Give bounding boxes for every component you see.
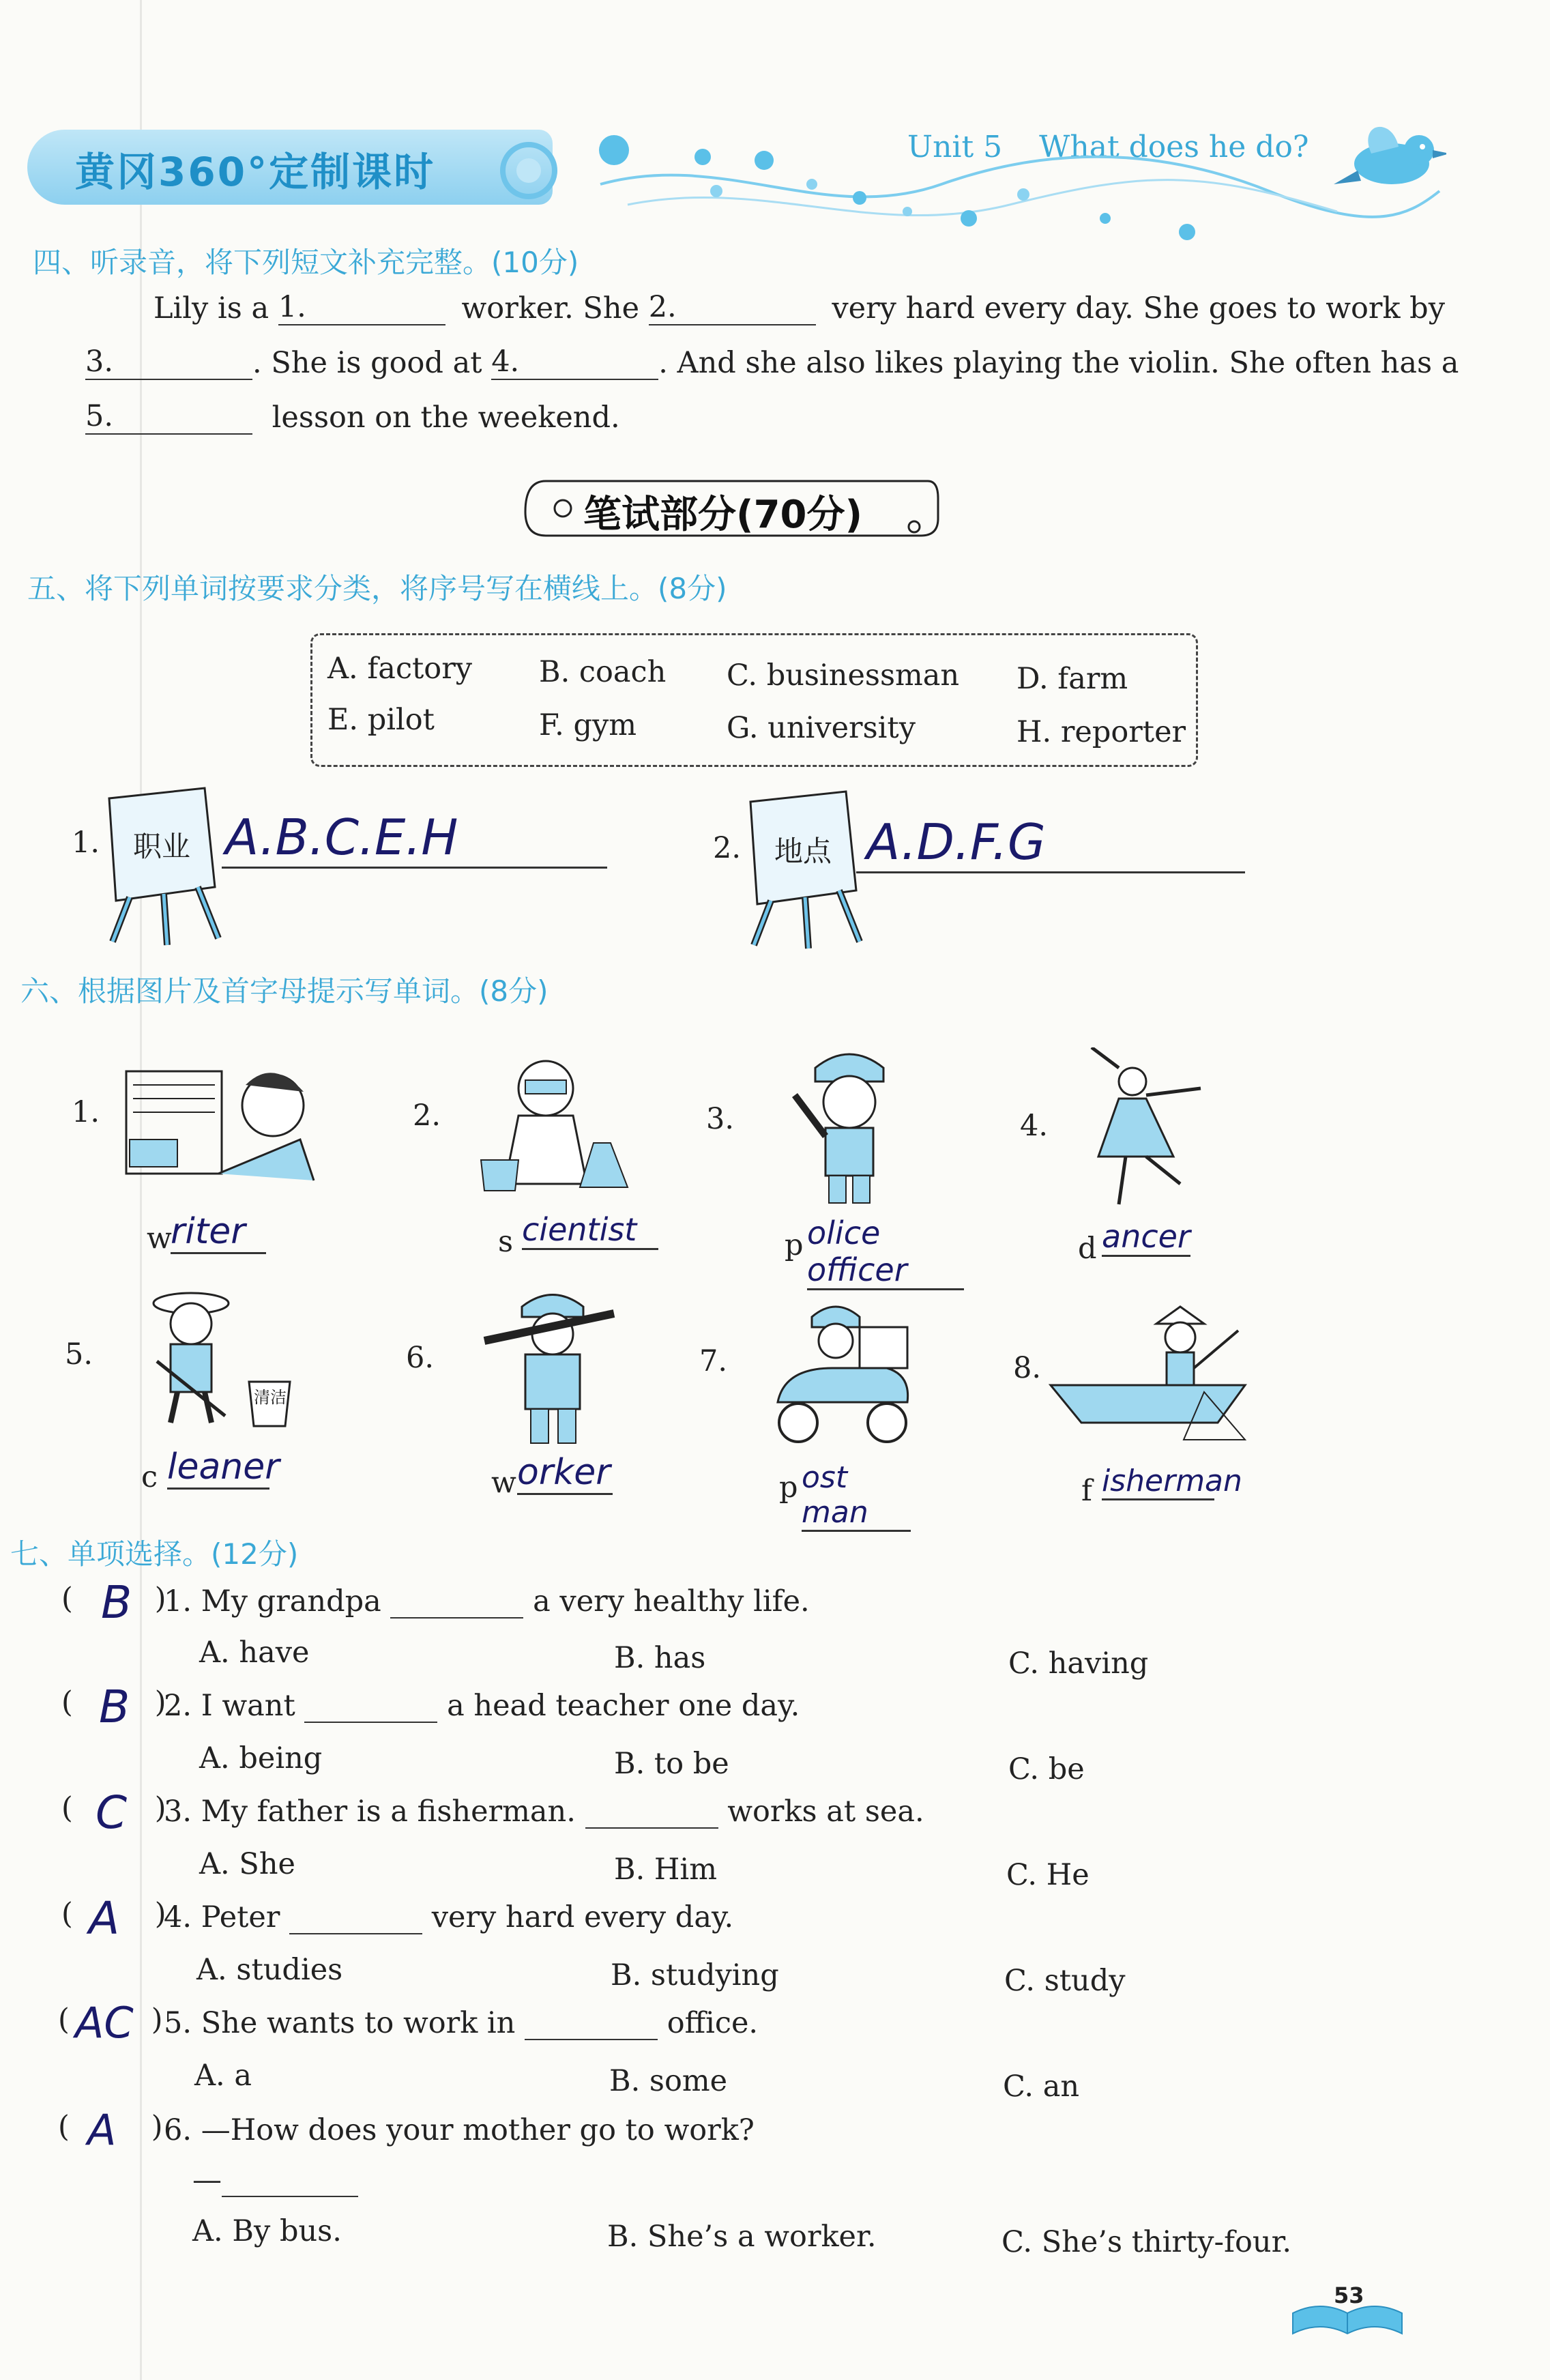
stem-text: 3. My father is a fisherman. (164, 1795, 585, 1829)
option-b[interactable]: B. some (609, 2064, 728, 2098)
first-letter: w (491, 1466, 516, 1500)
handwritten-word: ancer (1102, 1218, 1190, 1257)
item-number: 3. (706, 1102, 735, 1136)
section5-title: 五、将下列单词按要求分类，将序号写在横线上。(8分) (27, 572, 727, 605)
handwritten-choice: A (87, 2105, 117, 2155)
handwritten-choice: B (101, 1576, 132, 1629)
stem-text: 5. She wants to work in (164, 2006, 525, 2040)
option-b[interactable]: B. Him (614, 1853, 717, 1887)
section4-title: 四、听录音，将下列短文补充完整。(10分) (33, 246, 579, 279)
section7-title: 七、单项选择。(12分) (10, 1537, 299, 1571)
dancer-picture-icon (1078, 1047, 1214, 1211)
item-number: 8. (1013, 1351, 1042, 1385)
option-a[interactable]: A. She (199, 1847, 295, 1881)
easel-icon (744, 788, 866, 952)
handwritten-word: leaner (167, 1447, 269, 1490)
question-stem (164, 1900, 733, 1934)
blank-5[interactable] (85, 399, 252, 435)
answer-line (856, 871, 1245, 873)
blank-2[interactable] (649, 290, 816, 325)
option-c[interactable]: C. study (1004, 1964, 1126, 1998)
answer-bracket: ( ) (61, 1685, 166, 1719)
answer-blank[interactable] (222, 2196, 358, 2197)
passage-line-1 (153, 290, 1445, 325)
reply-dash: — (192, 2163, 222, 2197)
option-b[interactable]: B. studying (611, 1958, 779, 1992)
category-label-place: 地点 (774, 835, 832, 868)
answer-bracket: ( ) (58, 2003, 163, 2037)
option-a[interactable]: A. studies (196, 1953, 343, 1987)
page-number: 53 (1334, 2282, 1364, 2308)
blank-number: 5. (85, 399, 114, 433)
answer-blank[interactable] (289, 1933, 422, 1934)
handwritten-choice: B (99, 1681, 130, 1733)
passage-text: . She is good at (252, 346, 492, 380)
easel-icon (102, 785, 225, 948)
banner-swirl-icon (491, 136, 566, 205)
item-number: 1. (72, 1095, 100, 1129)
option-c[interactable]: C. She’s thirty-four. (1001, 2225, 1292, 2259)
worker-picture-icon (478, 1286, 628, 1450)
item-number: 4. (1020, 1109, 1049, 1143)
scientist-picture-icon (478, 1047, 641, 1198)
stem-text: very hard every day. (422, 1900, 734, 1934)
handwritten-word: ost man (802, 1460, 911, 1532)
first-letter: d (1078, 1232, 1097, 1266)
first-letter: w (147, 1221, 172, 1256)
question-stem (164, 1689, 800, 1723)
option-c[interactable]: C. an (1003, 2070, 1080, 2104)
passage-text: lesson on the weekend. (272, 401, 620, 435)
answer-bracket: ( ) (61, 1897, 166, 1931)
blank-1[interactable] (278, 290, 445, 325)
written-part-title: 笔试部分(70分) (583, 493, 863, 537)
first-letter: p (785, 1228, 804, 1262)
passage-line-3 (85, 399, 620, 435)
blank-number: 4. (491, 345, 520, 379)
answer-blank[interactable] (390, 1617, 523, 1619)
option-b[interactable]: B. She’s a worker. (607, 2220, 877, 2254)
answer-blank[interactable] (304, 1722, 437, 1723)
handwritten-choice: AC (75, 1998, 134, 2048)
stem-text: 4. Peter (164, 1900, 290, 1934)
option-a[interactable]: A. By bus. (192, 2214, 342, 2248)
word-item: A. factory (327, 652, 473, 686)
header-wave-decoration (587, 123, 1446, 246)
word-item: D. farm (1017, 662, 1128, 696)
police-officer-picture-icon (774, 1041, 924, 1204)
word-item: H. reporter (1017, 715, 1186, 749)
question-stem (164, 1795, 924, 1829)
item-number: 2. (413, 1099, 441, 1133)
handwritten-word: olice officer (807, 1215, 964, 1290)
blank-4[interactable] (491, 345, 658, 380)
category-number: 2. (713, 831, 742, 865)
writer-picture-icon (123, 1044, 321, 1187)
category-number: 1. (72, 826, 100, 860)
word-item: G. university (727, 711, 916, 745)
section6-title: 六、根据图片及首字母提示写单词。(8分) (20, 974, 549, 1008)
first-letter: c (141, 1460, 158, 1494)
stem-text: a head teacher one day. (437, 1689, 800, 1723)
answer-bracket: ( ) (61, 1582, 166, 1616)
option-c[interactable]: C. be (1008, 1752, 1085, 1786)
option-b[interactable]: B. to be (614, 1747, 729, 1781)
option-a[interactable]: A. have (199, 1636, 310, 1670)
cleaner-picture-icon (130, 1286, 300, 1433)
bird-icon (1330, 116, 1446, 198)
first-letter: s (498, 1225, 514, 1259)
blank-number: 1. (278, 290, 306, 324)
option-c[interactable]: C. having (1008, 1646, 1149, 1681)
unit-title: What does he do? (1039, 130, 1309, 164)
item-number: 7. (699, 1344, 728, 1378)
passage-text: . And she also likes playing the violin. She often has a (658, 346, 1459, 380)
postman-picture-icon (764, 1300, 921, 1450)
brand-title: 黄冈360°定制课时 (75, 149, 436, 195)
passage-text: very hard every day. She goes to work by (832, 291, 1445, 325)
question-stem (164, 1584, 810, 1619)
word-item: B. coach (539, 655, 667, 689)
handwritten-word: orker (517, 1452, 613, 1495)
unit-label: Unit 5 (907, 130, 1003, 164)
handwritten-word: cientist (522, 1211, 658, 1250)
handwritten-answer: A.B.C.E.H (225, 809, 458, 866)
bucket-label: 清洁 (254, 1388, 287, 1407)
fisherman-picture-icon (1047, 1303, 1252, 1447)
answer-bracket: ( ) (58, 2110, 163, 2144)
option-c[interactable]: C. He (1006, 1858, 1090, 1892)
blank-number: 3. (85, 345, 114, 379)
first-letter: f (1081, 1474, 1092, 1508)
handwritten-answer: A.D.F.G (866, 813, 1046, 871)
category-label-job: 职业 (133, 830, 191, 863)
option-a[interactable]: A. being (199, 1741, 323, 1775)
stem-text: office. (658, 2006, 759, 2040)
stem-text: 2. I want (164, 1689, 305, 1723)
passage-text: worker. She (461, 291, 649, 325)
stem-text: 1. My grandpa (164, 1584, 391, 1619)
word-item: C. businessman (727, 658, 960, 693)
question-stem (164, 2006, 758, 2040)
item-number: 5. (65, 1337, 93, 1372)
answer-blank[interactable] (585, 1827, 718, 1829)
handwritten-choice: A (89, 1892, 120, 1945)
first-letter: p (779, 1470, 798, 1505)
option-a[interactable]: A. a (194, 2059, 252, 2093)
question-stem: 6. —How does your mother go to work? (164, 2113, 755, 2147)
passage-text: Lily is a (153, 291, 278, 325)
blank-number: 2. (648, 290, 677, 324)
word-item: F. gym (539, 708, 637, 742)
answer-blank[interactable] (525, 2039, 658, 2040)
stem-text: a very healthy life. (523, 1584, 810, 1619)
reply-line (192, 2163, 358, 2197)
item-number: 6. (406, 1341, 435, 1375)
option-b[interactable]: B. has (614, 1641, 706, 1675)
stem-text: works at sea. (718, 1795, 924, 1829)
answer-bracket: ( ) (61, 1791, 166, 1825)
passage-line-2 (85, 345, 1459, 380)
blank-3[interactable] (85, 345, 252, 380)
handwritten-word: isherman (1102, 1464, 1214, 1500)
handwritten-word: riter (171, 1211, 266, 1254)
answer-line (222, 867, 607, 869)
word-item: E. pilot (327, 703, 435, 737)
handwritten-choice: C (96, 1786, 128, 1839)
